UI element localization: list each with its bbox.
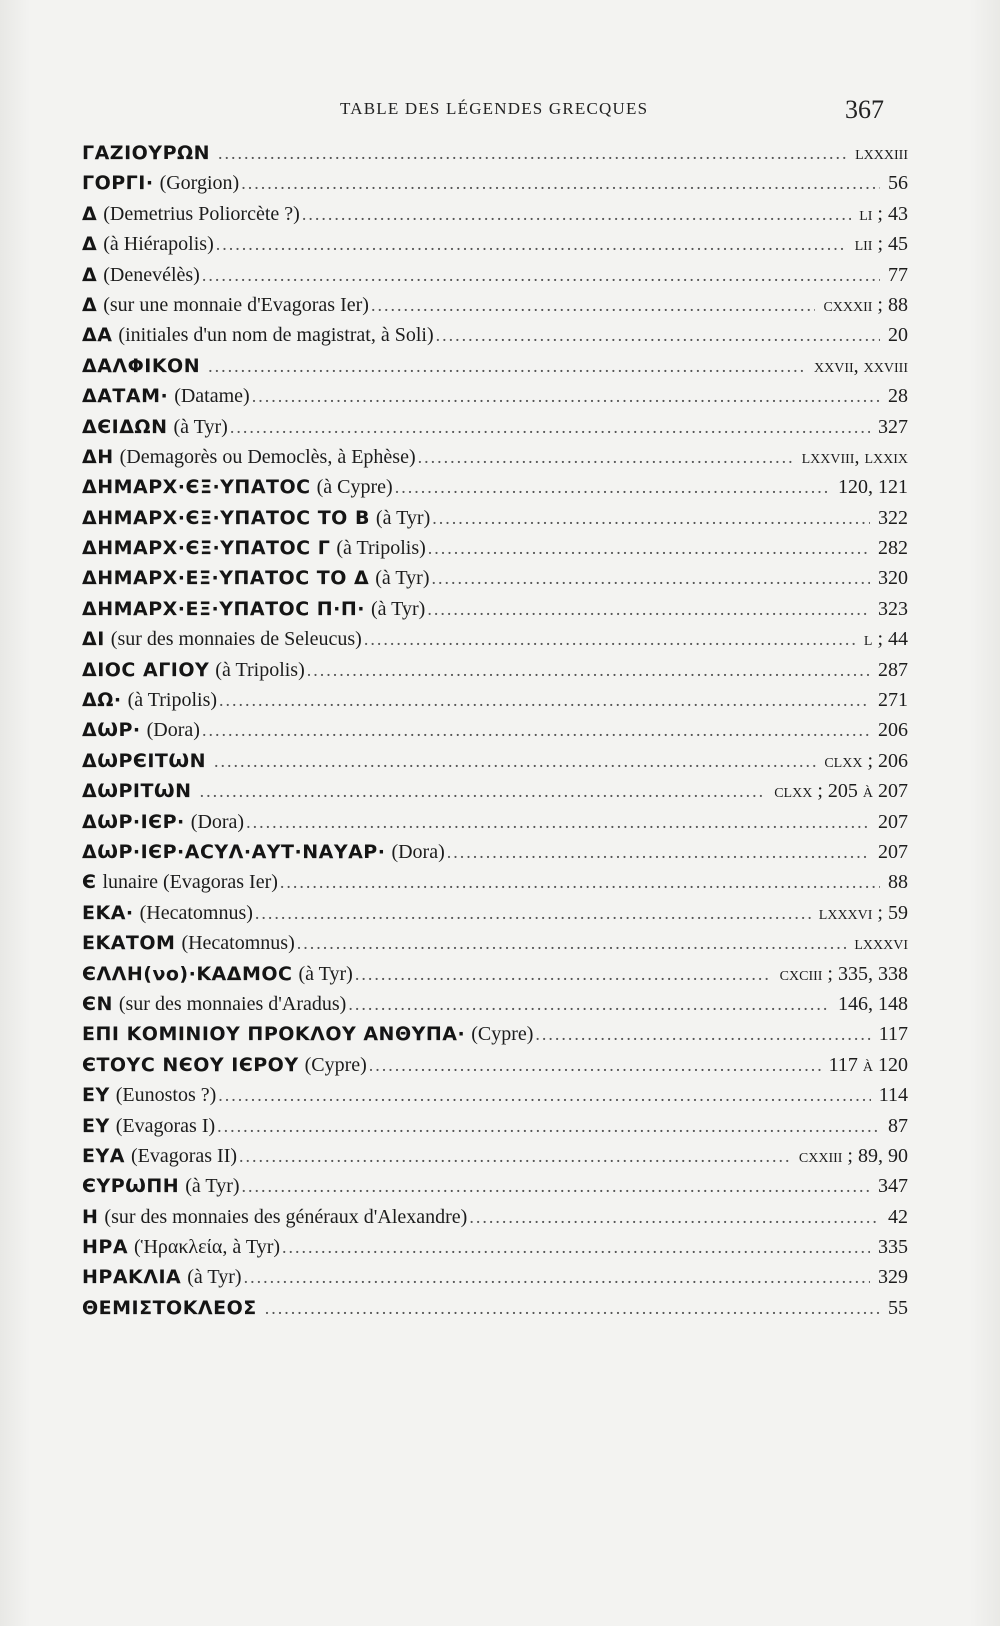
page-reference: 117 (878, 1023, 908, 1046)
dot-leader (469, 1207, 880, 1228)
index-entry (82, 264, 908, 294)
page-reference: 207 (878, 840, 908, 863)
greek-legend: ΓΟΡΓΙ· (82, 172, 154, 195)
page-reference: lxxviii, lxxix (801, 445, 908, 468)
legend-note: (à Tripolis) (127, 689, 218, 712)
dot-leader (255, 903, 811, 924)
dot-leader (282, 1237, 870, 1258)
legend-note: (à Tyr) (375, 506, 431, 529)
page-reference: 28 (888, 385, 908, 408)
index-entry (82, 750, 908, 780)
index-entry (82, 598, 908, 628)
page-reference: 327 (878, 415, 908, 438)
dot-leader (432, 568, 870, 589)
greek-legend: ΕΥΑ (82, 1144, 125, 1167)
page-reference: 320 (878, 567, 908, 590)
legend-note: (à Hiérapolis) (103, 233, 214, 256)
dot-leader (241, 173, 880, 194)
dot-leader (364, 629, 856, 650)
page-reference: 87 (888, 1114, 908, 1137)
greek-legend: ΔѠΡΙΤѠΝ (82, 780, 192, 803)
dot-leader (427, 599, 870, 620)
greek-legend: ΔΙΟϹ ΑΓΙΟΥ (82, 658, 210, 681)
legend-index-list (82, 142, 908, 1327)
greek-legend: Δ (82, 202, 98, 225)
greek-legend: ΔΗΜΑΡΧ·ЄΞ·ΥΠΑΤΟϹ (82, 476, 311, 499)
dot-leader (239, 1146, 791, 1167)
index-entry (82, 385, 908, 415)
legend-note: (à Tripolis) (215, 658, 305, 681)
page-reference: lii ; 45 (854, 233, 908, 256)
greek-legend: ΔѠΡ·ΙЄΡ· (82, 810, 185, 833)
index-entry (82, 416, 908, 446)
dot-leader (307, 660, 870, 681)
dot-leader (208, 356, 806, 377)
dot-leader (202, 720, 870, 741)
page-reference: 42 (888, 1205, 908, 1228)
legend-note: (Eunostos ?) (115, 1084, 217, 1107)
legend-note: (Demetrius Poliorcète ?) (103, 202, 300, 225)
greek-legend: ΗΡΑ (82, 1236, 129, 1259)
dot-leader (436, 325, 880, 346)
page-reference: 146, 148 (838, 992, 908, 1015)
dot-leader (230, 417, 870, 438)
legend-note: (à Tyr) (375, 567, 430, 590)
page-reference: 88 (888, 871, 908, 894)
dot-leader (297, 933, 847, 954)
dot-leader (432, 508, 870, 529)
legend-note: (à Tyr) (187, 1266, 242, 1289)
dot-leader (216, 234, 847, 255)
index-entry (82, 142, 908, 172)
index-entry (82, 537, 908, 567)
dot-leader (244, 1267, 870, 1288)
legend-note: (à Cypre) (316, 476, 393, 499)
legend-note: (Dora) (391, 840, 445, 863)
index-entry (82, 1054, 908, 1084)
index-entry (82, 689, 908, 719)
index-entry (82, 811, 908, 841)
greek-legend: ΔΗ (82, 445, 114, 468)
page-reference: clxx ; 205 à 207 (774, 780, 908, 803)
page-reference: 323 (878, 597, 908, 620)
page-reference: 287 (878, 658, 908, 681)
greek-legend: ΔѠΡЄΙΤѠΝ (82, 749, 207, 772)
running-title: TABLE DES LÉGENDES GRECQUES (340, 99, 649, 118)
legend-note: (Denevélès) (103, 263, 200, 286)
greek-legend: ЄΥΡѠΠΗ (82, 1175, 180, 1198)
index-entry (82, 1115, 908, 1145)
page-reference: 55 (888, 1296, 908, 1319)
greek-legend: Є (82, 871, 97, 894)
legend-note: (à Tyr) (173, 415, 228, 438)
page-reference: cxxxii ; 88 (823, 293, 908, 316)
dot-leader (447, 842, 870, 863)
index-entry (82, 476, 908, 506)
legend-note: (Cypre) (304, 1053, 367, 1076)
greek-legend: ΔΗΜΑΡΧ·ЄΞ·ΥΠΑΤΟϹ Γ (82, 537, 331, 560)
page-reference: 117 à 120 (828, 1053, 908, 1076)
greek-legend: ΗΡΑΚΛΙΑ (82, 1266, 182, 1289)
index-entry (82, 719, 908, 749)
page-reference: cxciii ; 335, 338 (779, 962, 908, 985)
dot-leader (252, 386, 880, 407)
page-reference: l ; 44 (863, 628, 908, 651)
index-entry (82, 1266, 908, 1296)
index-entry (82, 1206, 908, 1236)
index-entry (82, 233, 908, 263)
index-entry (82, 659, 908, 689)
page-reference: 335 (878, 1236, 908, 1259)
dot-leader (219, 690, 870, 711)
dot-leader (371, 295, 815, 316)
dot-leader (218, 1085, 870, 1106)
dot-leader (395, 477, 830, 498)
legend-note: (à Tyr) (371, 597, 426, 620)
legend-note: (sur des monnaies d'Aradus) (118, 992, 347, 1015)
legend-note: (Evagoras II) (130, 1144, 238, 1167)
index-entry (82, 1175, 908, 1205)
legend-note: (sur des monnaies des généraux d'Alexandre) (104, 1205, 468, 1228)
dot-leader (348, 994, 830, 1015)
page-reference: 207 (878, 810, 908, 833)
dot-leader (200, 781, 767, 802)
index-entry (82, 1084, 908, 1114)
legend-note: (à Tripolis) (336, 537, 426, 560)
legend-note: (sur des monnaies de Seleucus) (110, 628, 362, 651)
page-header (0, 95, 1000, 135)
index-entry (82, 1236, 908, 1266)
greek-legend: ΘΕΜΙΣΤΟΚΛΕΟΣ (82, 1296, 257, 1319)
dot-leader (418, 447, 794, 468)
legend-note: (Dora) (190, 810, 245, 833)
greek-legend: ЄΛΛΗ(νο)·ΚΑΔΜΟϹ (82, 962, 293, 985)
page-reference: 120, 121 (838, 476, 908, 499)
legend-note: (Cypre) (471, 1023, 534, 1046)
legend-note: (Hecatomnus) (181, 932, 295, 955)
greek-legend: ΔЄΙΔΩΝ (82, 415, 168, 438)
greek-legend: ΔΑ (82, 324, 113, 347)
page-reference: 56 (888, 172, 908, 195)
dot-leader (428, 538, 870, 559)
page-number: 367 (845, 95, 884, 124)
page-reference: lxxxvi (854, 932, 908, 955)
index-entry (82, 1145, 908, 1175)
greek-legend: ΓΑΖΙΟΥΡΩΝ (82, 142, 211, 164)
legend-note: (Ἡρακλεία, à Tyr) (134, 1236, 281, 1259)
greek-legend: ΔΗΜΑΡΧ·ΕΞ·ΥΠΑΤΟϹ Π·Π· (82, 597, 365, 620)
greek-legend: ΔѠΡ· (82, 719, 141, 742)
page-reference: 322 (878, 506, 908, 529)
index-entry (82, 507, 908, 537)
dot-leader (217, 1116, 880, 1137)
dot-leader (218, 143, 847, 164)
legend-note: (à Tyr) (298, 962, 353, 985)
index-entry (82, 324, 908, 354)
dot-leader (202, 265, 880, 286)
legend-note: (Datame) (174, 385, 250, 408)
index-entry (82, 1023, 908, 1053)
greek-legend: ΔΗΜΑΡΧ·ЄΞ·ΥΠΑΤΟϹ ΤΟ Β (82, 506, 370, 529)
greek-legend: Δ (82, 233, 98, 256)
page-reference: 271 (878, 689, 908, 712)
index-entry (82, 871, 908, 901)
greek-legend: Η (82, 1205, 99, 1228)
greek-legend: ΔΑΛΦΙΚΟΝ (82, 354, 201, 377)
legend-note: (sur une monnaie d'Evagoras Ier) (103, 293, 369, 316)
dot-leader (214, 751, 816, 772)
greek-legend: ЄΤΟΥϹ ΝЄΟΥ ΙЄΡΟΥ (82, 1053, 299, 1076)
dot-leader (535, 1024, 870, 1045)
index-entry (82, 780, 908, 810)
index-entry (82, 567, 908, 597)
dot-leader (242, 1176, 870, 1197)
index-entry (82, 203, 908, 233)
legend-note: (Gorgion) (159, 172, 240, 195)
index-entry (82, 841, 908, 871)
legend-note: lunaire (Evagoras Ier) (102, 871, 278, 894)
index-entry (82, 963, 908, 993)
index-entry (82, 628, 908, 658)
page-reference: cxxiii ; 89, 90 (798, 1144, 908, 1167)
greek-legend: ΕΠΙ ΚΟΜΙΝΙΟΥ ΠΡΟΚΛΟΥ ΑΝΘΥΠΑ· (82, 1023, 466, 1046)
page-reference: clxx ; 206 (824, 749, 908, 772)
page-reference: lxxxvi ; 59 (818, 901, 908, 924)
legend-note: (initiales d'un nom de magistrat, à Soli) (118, 324, 434, 347)
index-entry (82, 172, 908, 202)
page-reference: 20 (888, 324, 908, 347)
dot-leader (355, 964, 772, 985)
dot-leader (280, 872, 880, 893)
legend-note: (Dora) (146, 719, 200, 742)
dot-leader (246, 812, 870, 833)
dot-leader (302, 204, 851, 225)
greek-legend: ΔΗΜΑΡΧ·ΕΞ·ΥΠΑΤΟϹ ΤΟ Δ (82, 567, 370, 590)
greek-legend: ΕΥ (82, 1114, 110, 1137)
index-entry (82, 446, 908, 476)
greek-legend: ΔѠΡ·ΙЄΡ·ΑϹΥΛ·ΑΥΤ·ΝΑΥΑΡ· (82, 840, 386, 863)
greek-legend: ЄΝ (82, 992, 113, 1015)
index-entry (82, 932, 908, 962)
legend-note: (à Tyr) (185, 1175, 240, 1198)
page-reference: 77 (888, 263, 908, 286)
index-entry (82, 902, 908, 932)
index-entry (82, 1297, 908, 1327)
greek-legend: ΔΙ (82, 628, 105, 651)
legend-note: (Hecatomnus) (139, 901, 253, 924)
greek-legend: Δ (82, 263, 98, 286)
greek-legend: Δ (82, 293, 98, 316)
page-reference: li ; 43 (859, 202, 908, 225)
greek-legend: ΔΩ· (82, 689, 122, 712)
page-reference: 347 (878, 1175, 908, 1198)
dot-leader (265, 1298, 880, 1319)
legend-note: (Demagorès ou Democlès, à Ephèse) (119, 445, 416, 468)
index-entry (82, 294, 908, 324)
legend-note: (Evagoras I) (115, 1114, 216, 1137)
page-reference: 282 (878, 537, 908, 560)
greek-legend: ΕΥ (82, 1084, 110, 1107)
page-reference: 114 (878, 1084, 908, 1107)
greek-legend: ΔΑΤΑΜ· (82, 385, 169, 408)
index-entry (82, 993, 908, 1023)
dot-leader (369, 1055, 821, 1076)
greek-legend: ΕΚΑΤΟΜ (82, 932, 176, 955)
page-reference: xxvii, xxviii (814, 354, 908, 377)
page-reference: 206 (878, 719, 908, 742)
greek-legend: ΕΚΑ· (82, 901, 134, 924)
page-reference: 329 (878, 1266, 908, 1289)
page-reference: lxxxiii (855, 142, 908, 164)
index-entry (82, 355, 908, 385)
